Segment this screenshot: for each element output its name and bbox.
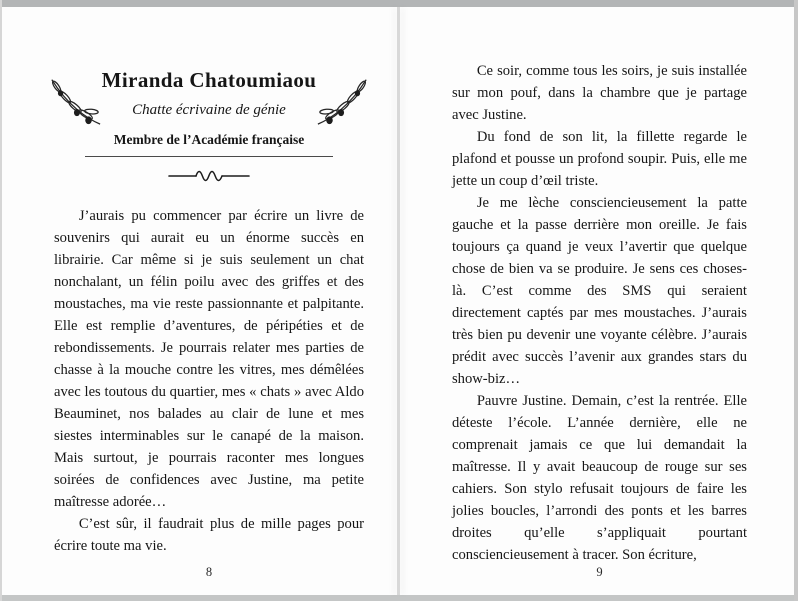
body-paragraph: J’aurais pu commencer par écrire un livre de souvenirs qui aurait eu un énorme succès en librairie. Car même si je suis seulement un chat nonchalant, un félin poilu avec des griffes et des moustaches, ma vie reste passionnante et palpitante. Elle est remplie d’aventures, de péripéties et de rebondissements. Je pourrais relater mes parties de chasse à la mouche contre les vitres, mes démêlées avec les toutous du quartier, mes « chats » avec Aldo Beauminet, nos balades au clair de lune et mes siestes interminables sur le canapé de la maison. Mais surtout, je pourrais raconter mes longues soirées de confidences avec Justine, ma petite maîtresse adorée…: [54, 208, 364, 510]
body-paragraph: C’est sûr, il faudrait plus de mille pages pour écrire toute ma vie.: [54, 516, 364, 554]
page-number-right: 9: [596, 565, 603, 579]
page-number-left: 8: [205, 565, 213, 579]
left-page: [54, 64, 364, 557]
body-paragraph: Je me lèche consciencieusement la patte gauche et la passe derrière mon oreille. Je fais toujours ça quand je veux l’avertir que quelque chose de bien va se produire. Je sens ces choses-là. C’est comme des SMS qui seraient directement captés par mes moustaches. J’aurais très bien pu devenir une voyante célèbre. J’aurais prédit avec succès l’avenir aux grandes stars du show-biz…: [452, 195, 747, 387]
body-paragraph: Du fond de son lit, la fillette regarde le plafond et pousse un profond soupir. Puis, elle me jette un coup d’œil triste.: [452, 129, 747, 189]
author-affiliation: Membre de l’Académie française: [113, 132, 305, 147]
page-edge-bottom: [0, 595, 798, 601]
body-paragraph: Pauvre Justine. Demain, c’est la rentrée. Elle déteste l’école. L’année dernière, elle ne comprenait jamais ce que lui demandait la maîtresse. Il y avait beaucoup de rouge sur ses cahiers. Son stylo refusait toujours de faire les jolies boucles, l’arrondi des ponts et les barres droites qu’elle s’appliquait pourtant consciencieusement à tracer. Son écriture,: [452, 393, 747, 563]
olive-branch-left-icon: [46, 72, 104, 128]
header-rule: [85, 156, 333, 157]
page-edge-left: [0, 0, 2, 601]
body-paragraph: Ce soir, comme tous les soirs, je suis installée sur mon pouf, dans la chambre que je partage avec Justine.: [452, 63, 747, 123]
olive-branch-right-icon: [314, 72, 372, 128]
book-subtitle: Chatte écrivaine de génie: [132, 102, 286, 118]
book-title: Miranda Chatoumiaou: [101, 68, 317, 92]
chapter-header: [54, 64, 364, 183]
right-page: [452, 60, 747, 566]
page-edge-top: [0, 0, 798, 7]
squiggle-divider-icon: [54, 169, 364, 183]
page-edge-right: [794, 0, 798, 601]
book-gutter: [397, 7, 400, 595]
